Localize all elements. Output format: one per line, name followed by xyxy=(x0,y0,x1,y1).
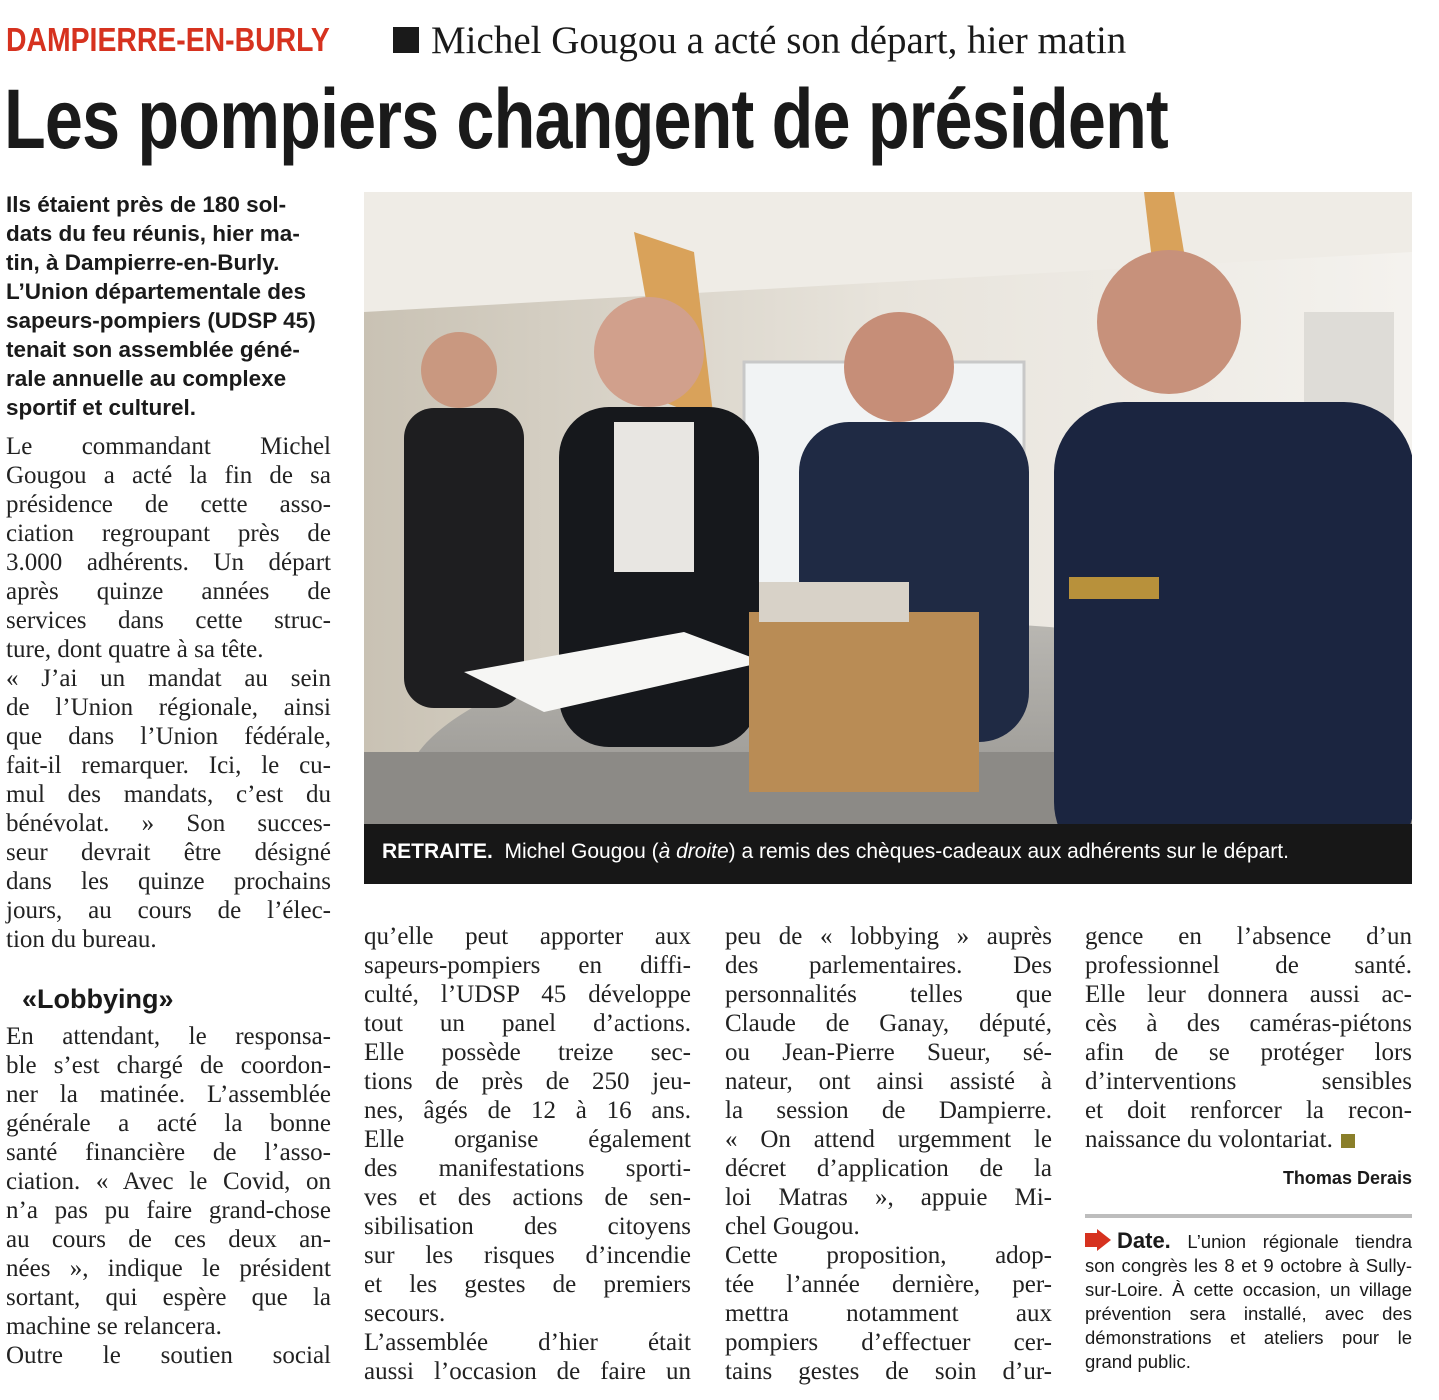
text-line: Gougou a acté la fin de sa xyxy=(6,462,331,489)
caption-label: RETRAITE. xyxy=(382,840,493,863)
text-line: Outre le soutien social xyxy=(6,1342,331,1369)
text-line: la session de Dampierre. xyxy=(725,1097,1052,1124)
text-line: professionnel de santé. xyxy=(1085,952,1412,979)
text-line: tion du bureau. xyxy=(6,926,157,953)
kicker-text: Michel Gougou a acté son départ, hier matin xyxy=(431,18,1127,62)
text-line: chel Gougou. xyxy=(725,1213,860,1240)
text-line: Elle possède treize sec- xyxy=(364,1039,691,1066)
text-line: ner la matinée. L’assemblée xyxy=(6,1081,331,1108)
info-line: son congrès les 8 et 9 octobre à Sully- xyxy=(1085,1255,1412,1276)
text-line: présidence de cette asso- xyxy=(6,491,331,518)
kicker-line xyxy=(6,18,1126,62)
text-line: seur devrait être désigné xyxy=(6,839,331,866)
text-line: services dans cette struc- xyxy=(6,607,331,634)
lead-line: dats du feu réunis, hier ma- xyxy=(6,221,300,246)
info-label: Date. xyxy=(1117,1228,1171,1253)
subheading: «Lobbying» xyxy=(22,984,174,1014)
text-line: de l’Union régionale, ainsi xyxy=(6,694,331,721)
body-column-1-continued xyxy=(6,1022,331,1370)
text-line: dans les quinze prochains xyxy=(6,868,331,895)
article-photo xyxy=(364,192,1412,884)
text-line: des manifestations sporti- xyxy=(364,1155,691,1182)
text-line: mettra notamment aux xyxy=(725,1300,1052,1327)
text-line: cès à des caméras-piétons xyxy=(1085,1010,1412,1037)
text-line: culté, l’UDSP 45 développe xyxy=(364,981,691,1008)
text-line: ture, dont quatre à sa tête. xyxy=(6,636,264,663)
text-line: mul des mandats, c’est du xyxy=(6,781,331,808)
text-line: que dans l’Union fédérale, xyxy=(6,723,331,750)
text-line: décret d’application de la xyxy=(725,1155,1052,1182)
info-box xyxy=(1085,1229,1412,1374)
info-divider xyxy=(1085,1214,1412,1218)
text-line: sapeurs-pompiers en diffi- xyxy=(364,952,691,979)
text-line: jours, au cours de l’élec- xyxy=(6,897,331,924)
text-line: peu de « lobbying » auprès xyxy=(725,923,1052,950)
text-line: gence en l’absence d’un xyxy=(1085,923,1412,950)
text-line: tains gestes de soin d’ur- xyxy=(725,1358,1052,1385)
lead-line: rale annuelle au complexe xyxy=(6,366,287,391)
text-line: « J’ai un mandat au sein xyxy=(6,665,331,692)
text-line: nées », indique le président xyxy=(6,1255,331,1282)
text-line: générale a acté la bonne xyxy=(6,1110,331,1137)
text-line: fait-il remarquer. Ici, le cu- xyxy=(6,752,331,779)
text-line: ciation. « Avec le Covid, on xyxy=(6,1168,331,1195)
headline: Les pompiers changent de président xyxy=(4,72,1168,166)
text-line: sibilisation des citoyens xyxy=(364,1213,691,1240)
lead-line: sportif et culturel. xyxy=(6,395,197,420)
caption-text-before: Michel Gougou ( xyxy=(504,840,659,863)
text-line: personnalités telles que xyxy=(725,981,1052,1008)
text-line: sortant, qui espère que la xyxy=(6,1284,331,1311)
lead-line: L’Union départementale des xyxy=(6,279,307,304)
text-line: Claude de Ganay, député, xyxy=(725,1010,1052,1037)
text-line: 3.000 adhérents. Un départ xyxy=(6,549,331,576)
text-line: Elle leur donnera aussi ac- xyxy=(1085,981,1412,1008)
text-line: nes, âgés de 12 à 16 ans. xyxy=(364,1097,691,1124)
text-line: au cours de ces deux an- xyxy=(6,1226,331,1253)
lead-line: tin, à Dampierre-en-Burly. xyxy=(6,250,280,275)
text-line: bénévolat. » Son succes- xyxy=(6,810,331,837)
text-line: et doit renforcer la recon- xyxy=(1085,1097,1412,1124)
author-byline: Thomas Derais xyxy=(1282,1168,1412,1188)
body-column-1 xyxy=(6,432,331,954)
text-line: Elle organise également xyxy=(364,1126,691,1153)
text-line: d’interventions sensibles xyxy=(1085,1068,1412,1095)
caption-text-after: ) a remis des chèques-cadeaux aux adhérents sur le départ. xyxy=(728,840,1289,863)
separator-square-icon xyxy=(393,27,419,53)
info-line: prévention sera installé, avec des xyxy=(1085,1303,1412,1324)
text-line: tée l’année dernière, per- xyxy=(725,1271,1052,1298)
text-line: pompiers d’effectuer cer- xyxy=(725,1329,1052,1356)
text-line: des parlementaires. Des xyxy=(725,952,1052,979)
info-line: grand public. xyxy=(1085,1351,1191,1372)
text-line: ves et des actions de sen- xyxy=(364,1184,691,1211)
photo-caption xyxy=(382,840,1289,864)
text-line: afin de se protéger lors xyxy=(1085,1039,1412,1066)
info-line: démonstrations et ateliers pour le xyxy=(1085,1327,1412,1348)
text-line: L’assemblée d’hier était xyxy=(364,1329,691,1356)
text-line: Le commandant Michel xyxy=(6,433,331,460)
text-line: et les gestes de premiers xyxy=(364,1271,691,1298)
arrow-right-icon xyxy=(1085,1229,1111,1251)
end-mark-icon xyxy=(1341,1134,1355,1148)
text-line: « On attend urgemment le xyxy=(725,1126,1052,1153)
text-line: ou Jean-Pierre Sueur, sé- xyxy=(725,1039,1052,1066)
text-line: Cette proposition, adop- xyxy=(725,1242,1052,1269)
text-line: ble s’est chargé de coordon- xyxy=(6,1052,331,1079)
text-line: n’a pas pu faire grand-chose xyxy=(6,1197,331,1224)
lead-line: sapeurs-pompiers (UDSP 45) xyxy=(6,308,316,333)
info-text: L’union régionale tiendra xyxy=(1187,1231,1412,1252)
lead-line: tenait son assemblée géné- xyxy=(6,337,300,362)
text-line: après quinze années de xyxy=(6,578,331,605)
body-column-4 xyxy=(1085,922,1412,1154)
text-line: ciation regroupant près de xyxy=(6,520,331,547)
text-line: tout un panel d’actions. xyxy=(364,1010,691,1037)
text-line: nateur, ont ainsi assisté à xyxy=(725,1068,1052,1095)
text-line: qu’elle peut apporter aux xyxy=(364,923,691,950)
text-line: sur les risques d’incendie xyxy=(364,1242,691,1269)
text-line: En attendant, le responsa- xyxy=(6,1023,331,1050)
text-line: tions de près de 250 jeu- xyxy=(364,1068,691,1095)
body-column-2 xyxy=(364,922,691,1386)
info-first-line xyxy=(1085,1229,1412,1254)
text-line: secours. xyxy=(364,1300,446,1327)
text-line: machine se relancera. xyxy=(6,1313,222,1340)
caption-emphasis: à droite xyxy=(658,840,729,863)
text-line: naissance du volontariat. xyxy=(1085,1126,1333,1153)
lead-paragraph xyxy=(6,190,331,422)
place-label: DAMPIERRE-EN-BURLY xyxy=(6,21,330,58)
text-line: loi Matras », appuie Mi- xyxy=(725,1184,1052,1211)
photograph-icon xyxy=(364,192,1412,884)
lead-line: Ils étaient près de 180 sol- xyxy=(6,192,287,217)
info-line: sur-Loire. À cette occasion, un village xyxy=(1085,1279,1412,1300)
body-column-3 xyxy=(725,922,1052,1386)
text-line: santé financière de l’asso- xyxy=(6,1139,331,1166)
text-line: aussi l’occasion de faire un xyxy=(364,1358,691,1385)
text-line-final xyxy=(1085,1125,1412,1154)
